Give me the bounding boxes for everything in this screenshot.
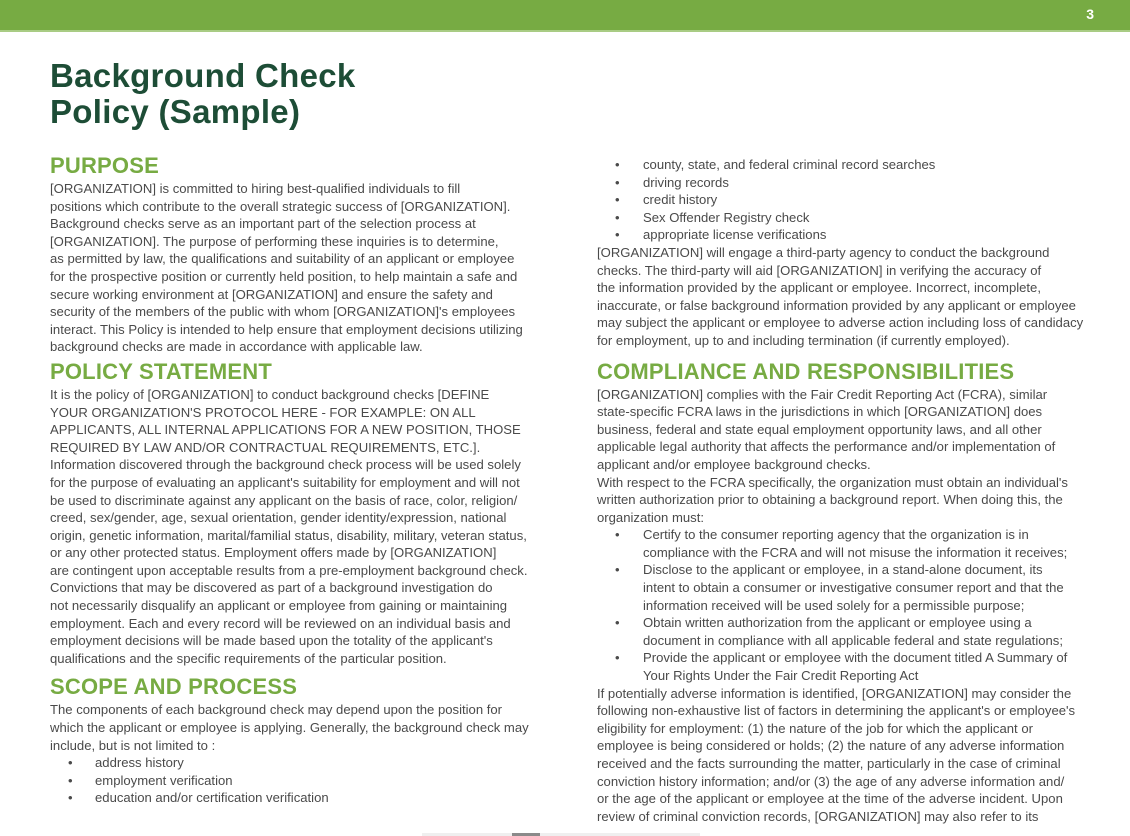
- policy-statement-section: [50, 358, 550, 668]
- list-item-text: intent to obtain a consumer or investigative consumer report and that the: [643, 580, 1064, 596]
- text-line: Background checks serve as an important part of the selection process at: [50, 216, 476, 232]
- bullet-icon: •: [615, 227, 620, 243]
- text-line: secure working environment at [ORGANIZATION] and ensure the safety and: [50, 286, 493, 302]
- compliance-section: [597, 358, 1097, 826]
- bullet-icon: •: [615, 192, 620, 208]
- bullet-icon: •: [615, 650, 620, 666]
- text-line: inaccurate, or false background information provided by any applicant or employee: [597, 297, 1076, 313]
- scope-heading: SCOPE AND PROCESS: [50, 674, 298, 700]
- list-item-text: Your Rights Under the Fair Credit Reporting Act: [643, 668, 919, 684]
- list-item-text: Disclose to the applicant or employee, in a stand-alone document, its: [643, 562, 1043, 578]
- text-line: business, federal and state equal employment opportunity laws, and all other: [597, 421, 1042, 437]
- text-line: are contingent upon acceptable results from a pre-employment background check.: [50, 562, 528, 578]
- list-item-text: compliance with the FCRA and will not misuse the information it receives;: [643, 544, 1068, 560]
- text-line: [ORGANIZATION] complies with the Fair Credit Reporting Act (FCRA), similar: [597, 386, 1048, 402]
- text-line: The components of each background check may depend upon the position for: [50, 702, 503, 718]
- list-item-text: credit history: [643, 192, 718, 208]
- scope-text: [50, 701, 550, 754]
- compliance-bullet-list: [597, 526, 1097, 684]
- list-item-text: education and/or certification verification: [95, 790, 329, 806]
- title-line-1: Background Check: [50, 57, 356, 94]
- purpose-section: [50, 152, 550, 356]
- text-line: [ORGANIZATION] will engage a third-party agency to conduct the background: [597, 244, 1050, 260]
- text-line: be used to discriminate against any applicant on the basis of race, color, religion/: [50, 492, 518, 508]
- scope-bullet-list-left: [50, 754, 550, 807]
- text-line: REQUIRED BY LAW AND/OR CONTRACTUAL REQUIREMENTS, ETC.].: [50, 439, 481, 455]
- text-line: for the prospective position or currently held position, to help maintain a safe and: [50, 268, 518, 284]
- list-item: [597, 614, 1097, 649]
- compliance-after-text: [597, 685, 1097, 826]
- header-bar: [0, 0, 1130, 32]
- text-line: security of the members of the public with whom [ORGANIZATION]'s employees: [50, 304, 516, 320]
- list-item: [597, 526, 1097, 561]
- list-item: [597, 156, 1097, 174]
- bullet-icon: •: [68, 772, 73, 788]
- text-line: APPLICANTS, ALL INTERNAL APPLICATIONS FOR A NEW POSITION, THOSE: [50, 422, 521, 438]
- bullet-icon: •: [615, 562, 620, 578]
- text-line: for the purpose of evaluating an applicant's suitability for employment and will not: [50, 474, 520, 490]
- text-line: for employment, up to and including termination (if currently employed).: [597, 332, 1010, 348]
- text-line: eligibility for employment: (1) the nature of the job for which the applicant or: [597, 720, 1033, 736]
- compliance-text: [597, 386, 1097, 527]
- text-line: not necessarily disqualify an applicant or employee from gaining or maintaining: [50, 598, 508, 614]
- compliance-heading: COMPLIANCE AND RESPONSIBILITIES: [597, 358, 1015, 384]
- text-line: interact. This Policy is intended to help ensure that employment decisions utilizing: [50, 321, 523, 337]
- text-line: organization must:: [597, 509, 704, 525]
- left-column: [50, 152, 550, 807]
- scope-section: [50, 673, 550, 807]
- bullet-icon: •: [615, 527, 620, 543]
- purpose-heading: PURPOSE: [50, 153, 159, 178]
- list-item: [597, 209, 1097, 227]
- text-line: review of criminal conviction records, [ORGANIZATION] may also refer to its: [597, 808, 1039, 824]
- list-item-text: Certify to the consumer reporting agency that the organization is in: [643, 527, 1029, 543]
- list-item-text: county, state, and federal criminal record searches: [643, 157, 936, 172]
- bullet-icon: •: [615, 174, 620, 190]
- title-line-2: Policy (Sample): [50, 93, 301, 130]
- list-item: [597, 649, 1097, 684]
- text-line: YOUR ORGANIZATION'S PROTOCOL HERE - FOR EXAMPLE: ON ALL: [50, 404, 476, 420]
- list-item-text: driving records: [643, 174, 729, 190]
- text-line: creed, sex/gender, age, sexual orientation, gender identity/expression, national: [50, 510, 507, 526]
- text-line: Information discovered through the background check process will be used solely: [50, 457, 521, 473]
- policy-statement-text: [50, 386, 550, 668]
- list-item-text: appropriate license verifications: [643, 227, 827, 243]
- list-item: [597, 174, 1097, 192]
- bullet-icon: •: [615, 615, 620, 631]
- text-line: It is the policy of [ORGANIZATION] to conduct background checks [DEFINE: [50, 386, 490, 402]
- text-line: written authorization prior to obtaining a background report. When doing this, the: [597, 492, 1063, 508]
- text-line: applicable legal authority that affects the performance and/or implementation of: [597, 439, 1056, 455]
- list-item: [50, 789, 550, 807]
- text-line: If potentially adverse information is identified, [ORGANIZATION] may consider the: [597, 685, 1072, 701]
- list-item: [597, 226, 1097, 244]
- list-item-text: address history: [95, 755, 184, 771]
- text-line: which the applicant or employee is applying. Generally, the background check may: [50, 720, 529, 736]
- text-line: following non-exhaustive list of factors in determining the applicant's or employee's: [597, 703, 1076, 719]
- text-line: conviction history information; and/or (3) the age of any adverse information and/: [597, 773, 1065, 789]
- text-line: or the age of the applicant or employee at the time of the adverse incident. Upon: [597, 791, 1063, 807]
- policy-statement-heading: POLICY STATEMENT: [50, 358, 272, 384]
- text-line: [ORGANIZATION]. The purpose of performing these inquiries is to determine,: [50, 233, 499, 249]
- list-item-text: information received will be used solely for a permissible purpose;: [643, 597, 1025, 613]
- text-line: include, but is not limited to :: [50, 737, 216, 753]
- page-title: [50, 58, 356, 130]
- text-line: employment. Each and every record will be reviewed on an individual basis and: [50, 615, 511, 631]
- text-line: employee is being considered or holds; (2) the nature of any adverse information: [597, 738, 1065, 754]
- bullet-icon: •: [615, 157, 620, 172]
- text-line: as permitted by law, the qualifications and suitability of an applicant or employee: [50, 251, 515, 267]
- text-line: origin, genetic information, marital/familial status, disability, military, veteran status,: [50, 527, 527, 543]
- list-item: [50, 754, 550, 772]
- scope-bullet-list-right: [597, 156, 1097, 244]
- text-line: [ORGANIZATION] is committed to hiring best-qualified individuals to fill: [50, 181, 461, 196]
- list-item: [50, 772, 550, 790]
- text-line: qualifications and the specific requirements of the particular position.: [50, 650, 447, 666]
- text-line: received and the facts surrounding the matter, particularly in the case of criminal: [597, 756, 1061, 771]
- bullet-icon: •: [615, 209, 620, 225]
- list-item-text: Provide the applicant or employee with the document titled A Summary of: [643, 650, 1068, 666]
- purpose-text: [50, 180, 550, 356]
- text-line: or any other protected status. Employment offers made by [ORGANIZATION]: [50, 545, 497, 561]
- list-item-text: document in compliance with all applicable federal and state regulations;: [643, 632, 1063, 648]
- bullet-icon: •: [68, 790, 73, 806]
- text-line: checks. The third-party will aid [ORGANIZATION] in verifying the accuracy of: [597, 262, 1042, 278]
- text-line: background checks are made in accordance with applicable law.: [50, 339, 423, 355]
- list-item-text: employment verification: [95, 772, 233, 788]
- text-line: state-specific FCRA laws in the jurisdictions in which [ORGANIZATION] does: [597, 404, 1043, 420]
- text-line: may subject the applicant or employee to adverse action including loss of candidacy: [597, 315, 1084, 331]
- text-line: applicant and/or employee background checks.: [597, 456, 871, 472]
- text-line: With respect to the FCRA specifically, the organization must obtain an individual's: [597, 474, 1068, 490]
- scope-after-text: [597, 244, 1097, 350]
- right-column: [597, 156, 1097, 825]
- list-item: [597, 561, 1097, 614]
- page-number: 3: [1086, 6, 1094, 22]
- text-line: positions which contribute to the overall strategic success of [ORGANIZATION].: [50, 198, 511, 214]
- list-item: [597, 191, 1097, 209]
- text-line: the information provided by the applicant or employee. Incorrect, incomplete,: [597, 280, 1041, 296]
- text-line: Convictions that may be discovered as part of a background investigation do: [50, 580, 493, 596]
- text-line: employment decisions will be made based upon the totality of the applicant's: [50, 633, 493, 649]
- list-item-text: Obtain written authorization from the applicant or employee using a: [643, 615, 1032, 631]
- bullet-icon: •: [68, 755, 73, 771]
- list-item-text: Sex Offender Registry check: [643, 209, 810, 225]
